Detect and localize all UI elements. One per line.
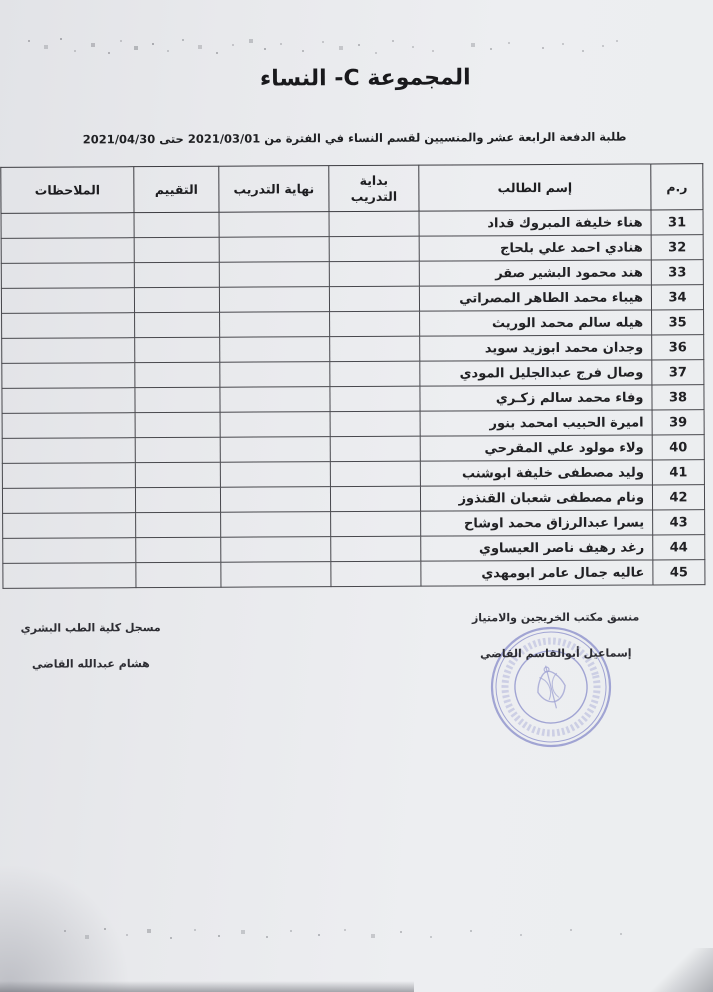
- header-evaluation: التقييم: [134, 166, 219, 212]
- cell-training-end: [221, 537, 331, 563]
- table-row: [2, 385, 704, 414]
- cell-row-number: 31: [651, 210, 703, 235]
- cell-student-name: رغد رهيف ناصر العيساوي: [421, 535, 653, 561]
- cell-student-name: ولاء مولود علي المقرحي: [420, 435, 652, 461]
- cell-student-name: ونام مصطفى شعبان القنذوز: [420, 485, 652, 511]
- cell-training-start: [330, 411, 420, 436]
- cell-training-end: [220, 387, 330, 413]
- cell-evaluation: [136, 512, 221, 537]
- cell-notes: [1, 213, 134, 239]
- cell-row-number: 40: [652, 435, 704, 460]
- table-row: [2, 335, 704, 364]
- cell-training-start: [329, 236, 419, 261]
- coordinator-title: منسق مكتب الخريجين والامتياز: [471, 610, 640, 625]
- header-notes: الملاحظات: [1, 167, 134, 214]
- cell-training-start: [330, 336, 420, 361]
- registrar-name: هشام عبدالله القاضي: [31, 657, 150, 671]
- cell-row-number: 43: [653, 510, 705, 535]
- cell-training-end: [219, 212, 329, 238]
- table-row: [2, 360, 704, 389]
- cell-notes: [2, 363, 135, 389]
- cell-training-start: [331, 561, 421, 586]
- cell-training-end: [220, 462, 330, 488]
- cell-notes: [2, 388, 135, 414]
- cell-row-number: 39: [652, 410, 704, 435]
- cell-training-start: [329, 261, 419, 286]
- header-training-start-label: بداية التدريب: [350, 172, 398, 204]
- cell-student-name: وفاء محمد سالم زكـري: [420, 385, 652, 411]
- cell-row-number: 34: [651, 285, 703, 310]
- cell-training-start: [330, 436, 420, 461]
- cell-training-end: [219, 237, 329, 263]
- signature-block-coordinator: [441, 610, 671, 660]
- cell-row-number: 41: [652, 460, 704, 485]
- cell-training-start: [330, 386, 420, 411]
- cell-evaluation: [135, 387, 220, 412]
- table-row: [2, 485, 704, 514]
- cell-evaluation: [135, 312, 220, 337]
- table-row: [1, 235, 703, 264]
- cell-evaluation: [134, 237, 219, 262]
- cell-training-start: [330, 461, 420, 486]
- cell-training-start: [330, 486, 420, 511]
- cell-row-number: 36: [652, 335, 704, 360]
- cell-training-end: [220, 337, 330, 363]
- cell-training-end: [221, 512, 331, 538]
- cell-student-name: هند محمود البشير صقر: [419, 260, 651, 286]
- cell-training-start: [329, 286, 419, 311]
- cell-row-number: 35: [652, 310, 704, 335]
- cell-training-end: [220, 362, 330, 388]
- cell-notes: [3, 563, 136, 589]
- registrar-title: مسجل كلية الطب البشري: [20, 621, 161, 635]
- cell-student-name: هنادي احمد علي بلحاج: [419, 235, 651, 261]
- table-row: [1, 210, 703, 239]
- page-subtitle: طلبة الدفعة الرابعة عشر والمنسيين لقسم النساء في الفترة من 2021/03/01 حتى 2021/04/30: [82, 129, 627, 147]
- cell-row-number: 32: [651, 235, 703, 260]
- table-row: [1, 260, 703, 289]
- coordinator-name: إسماعيل أبوالقاسم القاضي: [480, 646, 632, 661]
- cell-student-name: عاليه جمال عامر ابومهدي: [421, 560, 653, 586]
- cell-notes: [2, 338, 135, 364]
- table-row: [3, 510, 705, 539]
- page-title: المجموعة C- النساء: [259, 65, 471, 92]
- table-row: [2, 410, 704, 439]
- cell-notes: [1, 238, 134, 264]
- cell-training-end: [220, 487, 330, 513]
- cell-training-start: [330, 311, 420, 336]
- cell-row-number: 33: [651, 260, 703, 285]
- cell-training-end: [221, 562, 331, 588]
- cell-student-name: اميرة الحبيب امحمد بنور: [420, 410, 652, 436]
- cell-student-name: وصال فرج عبدالجليل المودي: [420, 360, 652, 386]
- table-row: [2, 435, 704, 464]
- header-student-name: إسم الطالب: [419, 164, 651, 211]
- cell-student-name: هيله سالم محمد الوريث: [420, 310, 652, 336]
- cell-evaluation: [135, 412, 220, 437]
- header-row-number: ر.م: [651, 164, 703, 210]
- cell-student-name: وجدان محمد ابوزيد سويد: [420, 335, 652, 361]
- cell-notes: [2, 488, 135, 514]
- cell-student-name: وليد مصطفى خليفة ابوشنب: [420, 460, 652, 486]
- cell-notes: [1, 288, 134, 314]
- cell-row-number: 42: [652, 485, 704, 510]
- cell-evaluation: [135, 462, 220, 487]
- cell-training-start: [330, 361, 420, 386]
- header-training-end: نهاية التدريب: [219, 166, 329, 213]
- cell-notes: [3, 513, 136, 539]
- cell-notes: [2, 413, 135, 439]
- signature-block-registrar: [11, 621, 171, 671]
- cell-evaluation: [135, 437, 220, 462]
- cell-evaluation: [135, 337, 220, 362]
- cell-training-start: [331, 511, 421, 536]
- cell-training-end: [219, 262, 329, 288]
- cell-training-start: [329, 211, 419, 236]
- cell-evaluation: [135, 362, 220, 387]
- table-row: [3, 535, 705, 564]
- table-row: [2, 460, 704, 489]
- cell-row-number: 37: [652, 360, 704, 385]
- cell-notes: [2, 438, 135, 464]
- table-row: [1, 285, 703, 314]
- cell-evaluation: [134, 262, 219, 287]
- cell-row-number: 38: [652, 385, 704, 410]
- table-row: [2, 310, 704, 339]
- cell-student-name: يسرا عبدالرزاق محمد اوشاح: [421, 510, 653, 536]
- cell-row-number: 45: [653, 560, 705, 585]
- table-row: [3, 560, 705, 589]
- cell-evaluation: [136, 537, 221, 562]
- cell-notes: [2, 313, 135, 339]
- cell-training-end: [219, 287, 329, 313]
- cell-student-name: هناء خليفة المبروك قداد: [419, 210, 651, 236]
- cell-notes: [3, 538, 136, 564]
- cell-training-end: [220, 312, 330, 338]
- cell-evaluation: [134, 287, 219, 312]
- table-header-row: [1, 164, 703, 214]
- cell-evaluation: [134, 212, 219, 237]
- cell-notes: [2, 463, 135, 489]
- students-table: [0, 163, 705, 589]
- cell-evaluation: [136, 562, 221, 587]
- cell-notes: [1, 263, 134, 289]
- cell-row-number: 44: [653, 535, 705, 560]
- cell-training-end: [220, 437, 330, 463]
- cell-student-name: هيباء محمد الطاهر المصراتي: [419, 285, 651, 311]
- cell-training-start: [331, 536, 421, 561]
- cell-training-end: [220, 412, 330, 438]
- cell-evaluation: [135, 487, 220, 512]
- header-training-start: [329, 165, 419, 211]
